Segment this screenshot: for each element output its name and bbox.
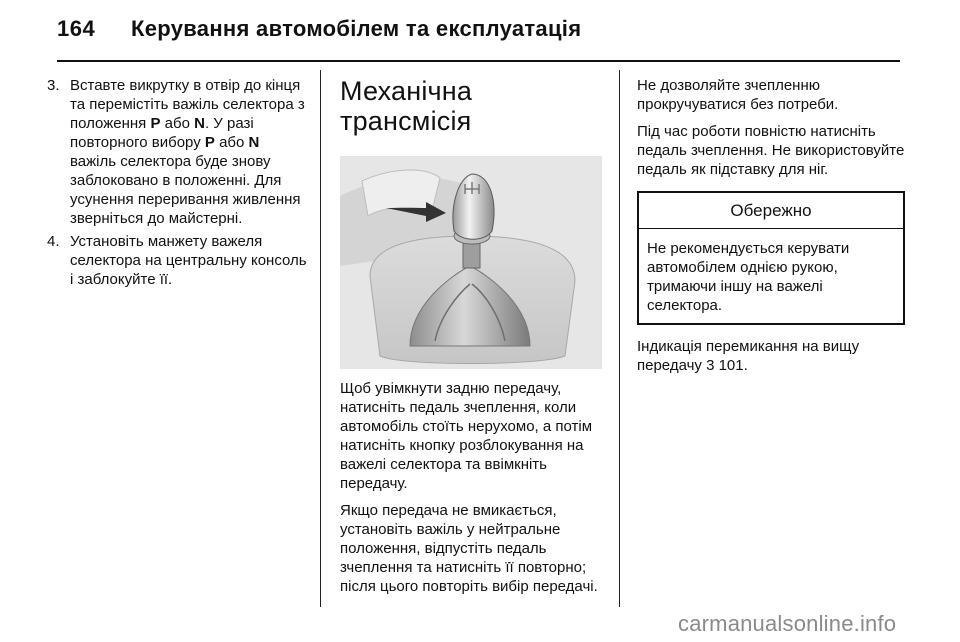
paragraph: Щоб увімкнути задню передачу, натисніть педаль зчеплення, коли автомобіль стоїть нерухомо, а потім натисніть кнопку розблокування на важелі селектора та ввімкніть передачу. [340, 380, 593, 492]
paragraph: Не дозволяйте зчепленню прокручуватися без потреби. [637, 77, 839, 113]
crossref-page[interactable]: 101. [718, 357, 748, 374]
page-number: 164 [57, 16, 96, 41]
column-divider [619, 70, 620, 607]
column-middle [340, 76, 608, 604]
column-divider [320, 70, 321, 607]
cross-reference [637, 337, 905, 375]
step-number: 4. [47, 233, 60, 250]
page-title: Керування автомобілем та експлуатація [131, 16, 582, 41]
step-text: або [160, 115, 195, 132]
paragraph: Якщо передача не вмикається, установіть важіль у нейтральне положення, відпустіть педаль зчеплення та натисніть її повторно; після цього повторіть вибір передачі. [340, 502, 598, 595]
paragraph: Під час роботи повністю натисніть педаль зчеплення. Не використовуйте педаль як підставку для ніг. [637, 123, 905, 178]
caution-box [637, 191, 905, 325]
step-text: важіль селектора буде знову заблоковано в положенні. Для усунення переривання живлення зверніться до майстерні. [70, 153, 301, 227]
step-text: Вставте викрутку в отвір до кінця та перемістіть важіль селектора з положення [70, 77, 305, 132]
column-right [637, 76, 905, 383]
column-left [47, 76, 309, 293]
gear-position-p: P [150, 115, 161, 132]
gear-position-n: N [194, 115, 205, 132]
step-number: 3. [47, 77, 60, 94]
list-item [47, 76, 309, 228]
caution-heading: Обережно [639, 193, 903, 229]
page-header [0, 0, 960, 60]
step-text: . У разі повторного вибору [70, 115, 254, 151]
gear-shift-lever-illustration [340, 156, 602, 369]
section-title: Механічна трансмісія [340, 76, 473, 136]
gear-position-n: N [248, 134, 260, 151]
list-item [47, 232, 309, 289]
step-text: або [214, 134, 249, 151]
step-list [47, 76, 309, 289]
header-rule [57, 60, 900, 62]
step-text: Установіть манжету важеля селектора на центральну консоль і заблокуйте її. [70, 233, 307, 288]
crossref-text: Індикація перемикання на вищу передачу [637, 338, 860, 374]
watermark: carmanualsonline.info [678, 611, 897, 636]
crossref-arrow-icon: 3 [706, 357, 715, 374]
caution-body: Не рекомендується керувати автомобілем однією рукою, тримаючи іншу на важелі селектора. [647, 240, 850, 314]
gear-position-p: P [204, 134, 215, 151]
